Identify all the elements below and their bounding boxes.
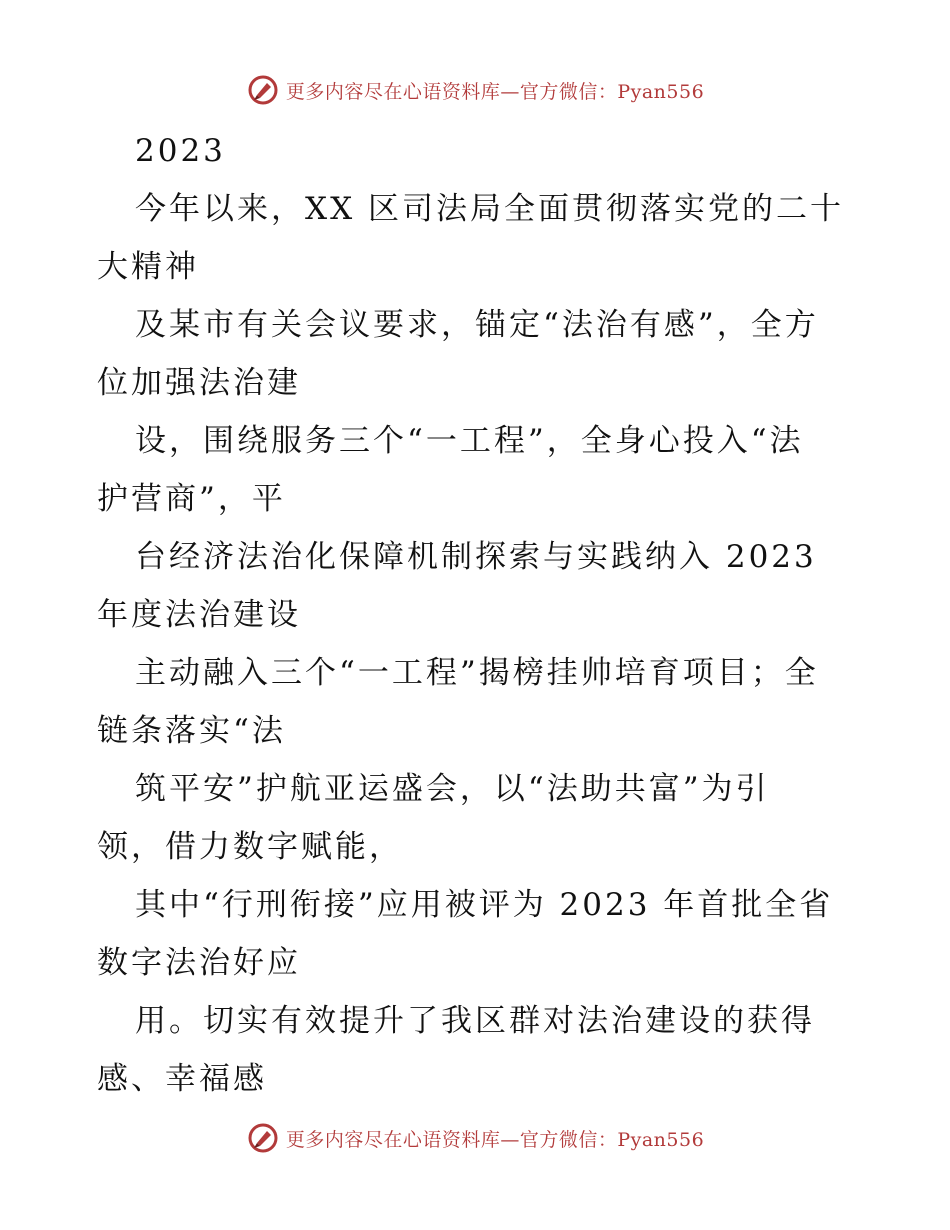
watermark-text: 更多内容尽在心语资料库—官方微信：Pyan556 (285, 1128, 705, 1151)
body-line: 护营商”，平 (97, 481, 286, 517)
watermark-text: 更多内容尽在心语资料库—官方微信：Pyan556 (285, 80, 705, 103)
body-line: 主动融入三个“一工程”揭榜挂帅培育项目；全 (135, 655, 819, 691)
body-line: 大精神 (97, 249, 199, 285)
pen-nib-logo-icon (246, 1121, 280, 1155)
body-line: 位加强法治建 (97, 365, 301, 401)
body-line: 台经济法治化保障机制探索与实践纳入 2023 (135, 539, 817, 575)
body-line: 其中“行刑衔接”应用被评为 2023 年首批全省 (135, 887, 834, 923)
watermark-banner-bottom (0, 1118, 950, 1158)
body-line: 年度法治建设 (97, 597, 301, 633)
body-line: 设，围绕服务三个“一工程”，全身心投入“法 (135, 423, 804, 459)
watermark-banner-top (0, 70, 950, 110)
body-line: 链条落实“法 (97, 713, 286, 749)
body-line: 感、幸福感 (97, 1061, 267, 1097)
body-line: 领，借力数字赋能， (97, 829, 403, 865)
body-line: 数字法治好应 (97, 945, 301, 981)
body-line: 及某市有关会议要求，锚定“法治有感”，全方 (135, 307, 819, 343)
pen-nib-logo-icon (246, 73, 280, 107)
body-line: 2023 (135, 133, 226, 169)
body-line: 用。切实有效提升了我区群对法治建设的获得 (135, 1003, 815, 1039)
body-line: 筑平安”护航亚运盛会，以“法助共富”为引 (135, 771, 770, 807)
document-body (97, 122, 857, 1108)
body-line: 今年以来，XX 区司法局全面贯彻落实党的二十 (135, 191, 844, 227)
